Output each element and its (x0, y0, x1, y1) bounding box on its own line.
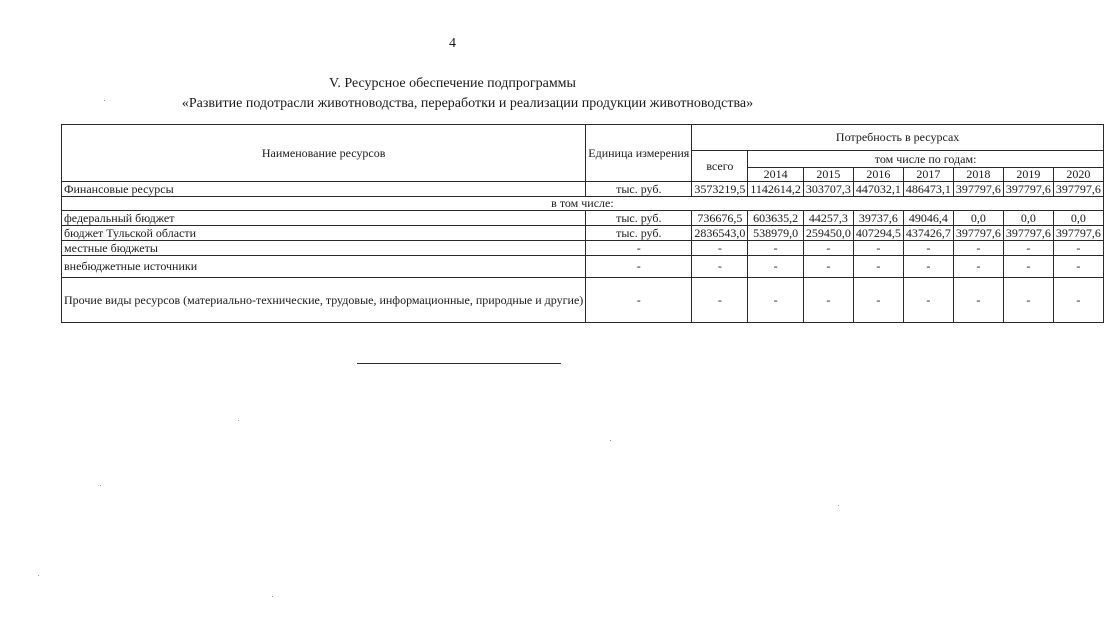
row-value: 397797,6 (1053, 226, 1103, 241)
header-unit: Единица измерения (586, 125, 692, 182)
row-total: 2836543,0 (692, 226, 748, 241)
row-value: - (1003, 256, 1053, 278)
row-value: - (803, 241, 853, 256)
row-value: - (803, 256, 853, 278)
header-year: 2017 (903, 168, 953, 182)
table-row (62, 256, 1104, 278)
scan-speck (610, 440, 611, 441)
row-value: 0,0 (1053, 211, 1103, 226)
row-value: 486473,1 (903, 182, 953, 197)
row-value: - (1003, 278, 1053, 323)
scan-speck (100, 485, 101, 486)
row-value: - (953, 256, 1003, 278)
row-value: 0,0 (1003, 211, 1053, 226)
scan-speck (104, 100, 105, 101)
row-value: - (748, 256, 804, 278)
table-row (62, 211, 1104, 226)
row-value: 44257,3 (803, 211, 853, 226)
scan-speck (838, 505, 839, 506)
row-name: федеральный бюджет (62, 211, 586, 226)
header-row-1 (62, 125, 1104, 151)
row-unit: - (586, 278, 692, 323)
title-block (0, 74, 905, 114)
row-name: Финансовые ресурсы (62, 182, 586, 197)
header-year: 2015 (803, 168, 853, 182)
row-value: 407294,5 (853, 226, 903, 241)
row-value: 39737,6 (853, 211, 903, 226)
row-unit: тыс. руб. (586, 226, 692, 241)
header-year: 2020 (1053, 168, 1103, 182)
row-value: 303707,3 (803, 182, 853, 197)
row-value: - (953, 241, 1003, 256)
header-year: 2018 (953, 168, 1003, 182)
row-value: - (748, 278, 804, 323)
row-value: 538979,0 (748, 226, 804, 241)
subheader-row (62, 197, 1104, 211)
scan-speck (38, 575, 39, 576)
section-divider (357, 363, 561, 364)
row-value: - (1053, 241, 1103, 256)
header-year: 2014 (748, 168, 804, 182)
resources-table (61, 124, 1104, 323)
table-row (62, 278, 1104, 323)
row-value: - (853, 256, 903, 278)
row-unit: - (586, 256, 692, 278)
section-title: V. Ресурсное обеспечение подпрограммы (329, 76, 576, 91)
row-value: - (903, 278, 953, 323)
row-value: 397797,6 (1003, 226, 1053, 241)
subprogram-title: «Развитие подотрасли животноводства, переработки и реализации продукции животноводства» (181, 96, 754, 111)
row-total: 3573219,5 (692, 182, 748, 197)
row-value: - (853, 278, 903, 323)
row-value: 0,0 (953, 211, 1003, 226)
row-value: - (1053, 256, 1103, 278)
table-row (62, 241, 1104, 256)
row-value: - (1053, 278, 1103, 323)
row-value: 397797,6 (953, 182, 1003, 197)
row-total: - (692, 241, 748, 256)
header-need: Потребность в ресурсах (692, 125, 1104, 151)
header-year: 2016 (853, 168, 903, 182)
row-total: - (692, 278, 748, 323)
row-value: 397797,6 (953, 226, 1003, 241)
row-value: 49046,4 (903, 211, 953, 226)
row-unit: - (586, 241, 692, 256)
page-number: 4 (449, 36, 456, 51)
in-that-number: в том числе: (62, 197, 1104, 211)
header-year: 2019 (1003, 168, 1053, 182)
header-by-years: том числе по годам: (748, 151, 1104, 168)
row-unit: тыс. руб. (586, 211, 692, 226)
row-value: 437426,7 (903, 226, 953, 241)
row-value: - (748, 241, 804, 256)
row-value: 1142614,2 (748, 182, 804, 197)
row-value: - (953, 278, 1003, 323)
row-value: 397797,6 (1053, 182, 1103, 197)
row-name: местные бюджеты (62, 241, 586, 256)
row-value: - (903, 256, 953, 278)
header-name: Наименование ресурсов (62, 125, 586, 182)
row-value: 447032,1 (853, 182, 903, 197)
row-value: - (803, 278, 853, 323)
row-value: - (903, 241, 953, 256)
scan-speck (238, 420, 239, 421)
row-name: бюджет Тульской области (62, 226, 586, 241)
row-value: 397797,6 (1003, 182, 1053, 197)
row-value: - (1003, 241, 1053, 256)
row-unit: тыс. руб. (586, 182, 692, 197)
row-name: внебюджетные источники (62, 256, 586, 278)
table-row (62, 226, 1104, 241)
header-total: всего (692, 151, 748, 182)
row-value: - (853, 241, 903, 256)
row-name: Прочие виды ресурсов (материально-технические, трудовые, информационные, природные и другие) (62, 278, 586, 323)
table-row (62, 182, 1104, 197)
row-total: 736676,5 (692, 211, 748, 226)
row-value: 259450,0 (803, 226, 853, 241)
row-total: - (692, 256, 748, 278)
row-value: 603635,2 (748, 211, 804, 226)
scan-speck (272, 596, 273, 597)
